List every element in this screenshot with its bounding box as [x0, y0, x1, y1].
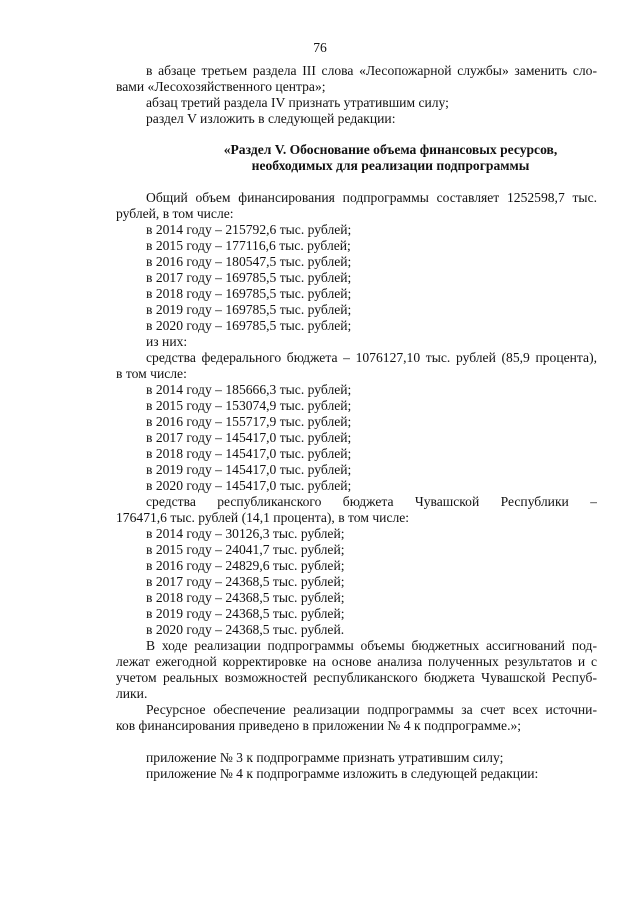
list-item: в 2016 году – 180547,5 тыс. рублей;	[146, 254, 352, 269]
list-item: в 2017 году – 24368,5 тыс. рублей;	[146, 574, 345, 589]
list-item: в 2019 году – 24368,5 тыс. рублей;	[146, 606, 345, 621]
list-item: в 2018 году – 145417,0 тыс. рублей;	[146, 446, 352, 461]
list-item: в 2020 году – 24368,5 тыс. рублей.	[146, 622, 345, 637]
list-item: в 2018 году – 24368,5 тыс. рублей;	[146, 590, 345, 605]
list-item: в 2014 году – 215792,6 тыс. рублей;	[146, 222, 352, 237]
section-heading-line-2: необходимых для реализации подпрограммы	[251, 158, 530, 173]
appendix-line-2: приложение № 4 к подпрограмме изложить в следующей редакции:	[146, 766, 539, 781]
section-heading-line-1: «Раздел V. Обоснование объема финансовых ресурсов,	[223, 142, 558, 157]
list-item: в 2014 году – 30126,3 тыс. рублей;	[146, 526, 345, 541]
list-item: в 2015 году – 153074,9 тыс. рублей;	[146, 398, 352, 413]
total-line-2: рублей, в том числе:	[116, 206, 234, 221]
page-number: 76	[313, 40, 327, 55]
resource-line-2: ков финансирования приведено в приложении № 4 к подпрограмме.»;	[116, 718, 522, 733]
list-item: в 2019 году – 145417,0 тыс. рублей;	[146, 462, 352, 477]
list-item: в 2018 году – 169785,5 тыс. рублей;	[146, 286, 352, 301]
resource-line-1: Ресурсное обеспечение реализации подпрограммы за счет всех источни-	[146, 702, 597, 717]
list-item: в 2016 году – 155717,9 тыс. рублей;	[146, 414, 352, 429]
intro-line-3: абзац третий раздела IV признать утратившим силу;	[146, 95, 449, 110]
federal-line-2: в том числе:	[116, 366, 187, 381]
list-item: в 2020 году – 145417,0 тыс. рублей;	[146, 478, 352, 493]
intro-line-4: раздел V изложить в следующей редакции:	[146, 111, 396, 126]
list-item: в 2019 году – 169785,5 тыс. рублей;	[146, 302, 352, 317]
list-item: в 2017 году – 145417,0 тыс. рублей;	[146, 430, 352, 445]
total-line-1: Общий объем финансирования подпрограммы составляет 1252598,7 тыс.	[146, 190, 597, 205]
list-item: в 2017 году – 169785,5 тыс. рублей;	[146, 270, 352, 285]
adjust-line-2: лежат ежегодной корректировке на основе анализа полученных результатов и с	[116, 654, 597, 669]
intro-line-2: вами «Лесохозяйственного центра»;	[116, 79, 326, 94]
list-item: в 2014 году – 185666,3 тыс. рублей;	[146, 382, 352, 397]
republic-line-2: 176471,6 тыс. рублей (14,1 процента), в том числе:	[116, 510, 410, 525]
list-item: в 2015 году – 177116,6 тыс. рублей;	[146, 238, 351, 253]
adjust-line-4: лики.	[116, 686, 148, 701]
federal-line-1: средства федерального бюджета – 1076127,10 тыс. рублей (85,9 процента),	[146, 350, 597, 365]
intro-line-1: в абзаце третьем раздела III слова «Лесопожарной службы» заменить сло-	[146, 63, 597, 78]
adjust-line-3: учетом реальных возможностей республиканского бюджета Чувашской Респуб-	[116, 670, 597, 685]
list-item: в 2016 году – 24829,6 тыс. рублей;	[146, 558, 345, 573]
of-them-label: из них:	[146, 334, 188, 349]
appendix-line-1: приложение № 3 к подпрограмме признать утратившим силу;	[146, 750, 504, 765]
list-item: в 2015 году – 24041,7 тыс. рублей;	[146, 542, 345, 557]
adjust-line-1: В ходе реализации подпрограммы объемы бюджетных ассигнований под-	[146, 638, 597, 653]
republic-line-1: средства республиканского бюджета Чувашской Республики –	[146, 494, 597, 509]
list-item: в 2020 году – 169785,5 тыс. рублей;	[146, 318, 352, 333]
